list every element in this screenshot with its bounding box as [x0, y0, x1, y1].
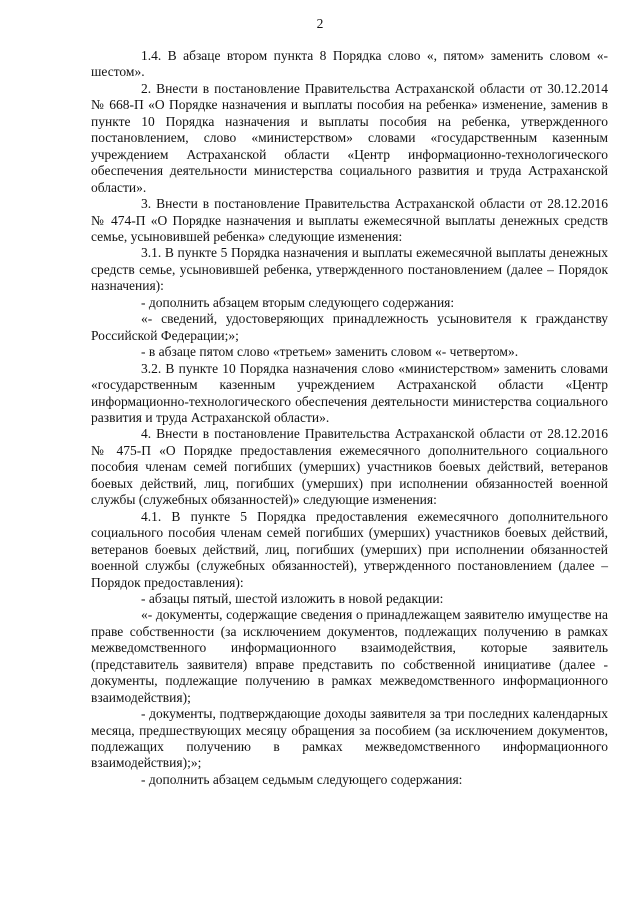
document-body	[91, 48, 608, 788]
paragraph-3: 3. Внести в постановление Правительства Астраханской области от 28.12.2016 № 474-П «О Порядке назначения и выплаты ежемесячной выплаты денежных средств семье, усыновившей ребенка» следующие изменения:	[91, 196, 608, 244]
paragraph-4-1-item-1: - абзацы пятый, шестой изложить в новой редакции:	[141, 590, 444, 606]
paragraph-2: 2. Внести в постановление Правительства Астраханской области от 30.12.2014 № 668-П «О Порядке назначения и выплаты пособия на ребенка» изменение, заменив в пункте 10 Порядка назначения и выплаты пособия на ребенка, утвержденного постановлением, слово «министерством» словами «государственным казенным учреждением Астраханской области «Центр информационно-технологического обеспечения деятельности министерства социального развития и труда Астраханской области».	[91, 80, 608, 195]
paragraph-3-1: 3.1. В пункте 5 Порядка назначения и выплаты ежемесячной выплаты денежных средств семье, усыновившей ребенка, утвержденного постановлением (далее – Порядок назначения):	[91, 245, 608, 294]
paragraph-3-1-item-2: - в абзаце пятом слово «третьем» заменить словом «- четвертом».	[141, 344, 519, 360]
paragraph-1-4: 1.4. В абзаце втором пункта 8 Порядка слово «, пятом» заменить словом «- шестом».	[91, 48, 608, 80]
paragraph-4-1-quote-2: - документы, подтверждающие доходы заявителя за три последних календарных месяца, предшествующих месяцу обращения за пособием (за исключением документов, подлежащих получению в рамках межведомственного информационного взаимодействия);»;	[91, 706, 608, 771]
paragraph-4-1: 4.1. В пункте 5 Порядка предоставления ежемесячного дополнительного социального пособия членам семей погибших (умерших) участников боевых действий, ветеранов боевых действий, лиц, погибших (умерших) при исполнении обязанностей военной службы (служебных обязанностей), утвержденного постановлением (далее – Порядок предоставления):	[91, 508, 608, 590]
paragraph-3-1-quote: «- сведений, удостоверяющих принадлежность усыновителя к гражданству Российской Федерации;»;	[91, 311, 608, 343]
page-number: 2	[316, 16, 324, 31]
paragraph-3-1-item-1: - дополнить абзацем вторым следующего содержания:	[141, 294, 455, 310]
paragraph-4-1-item-2: - дополнить абзацем седьмым следующего содержания:	[141, 771, 463, 787]
paragraph-4-1-quote-1: «- документы, содержащие сведения о принадлежащем заявителю имуществе на праве собственности (за исключением документов, подлежащих получению в рамках межведомственного информационного взаимодействия, которые заявитель (представитель заявителя) вправе представить по собственной инициативе (далее - документы, подлежащие получению в рамках межведомственного информационного взаимодействия);	[91, 607, 608, 705]
paragraph-3-2: 3.2. В пункте 10 Порядка назначения слово «министерством» заменить словами «государственным казенным учреждением Астраханской области «Центр информационно-технологического обеспечения деятельности министерства социального развития и труда Астраханской области».	[91, 360, 608, 425]
paragraph-4: 4. Внести в постановление Правительства Астраханской области от 28.12.2016 № 475-П «О Порядке предоставления ежемесячного дополнительного социального пособия членам семей погибших (умерших) участников боевых действий, ветеранов боевых действий, лиц, погибших (умерших) при исполнении обязанностей военной службы (служебных обязанностей)» следующие изменения:	[91, 426, 608, 508]
